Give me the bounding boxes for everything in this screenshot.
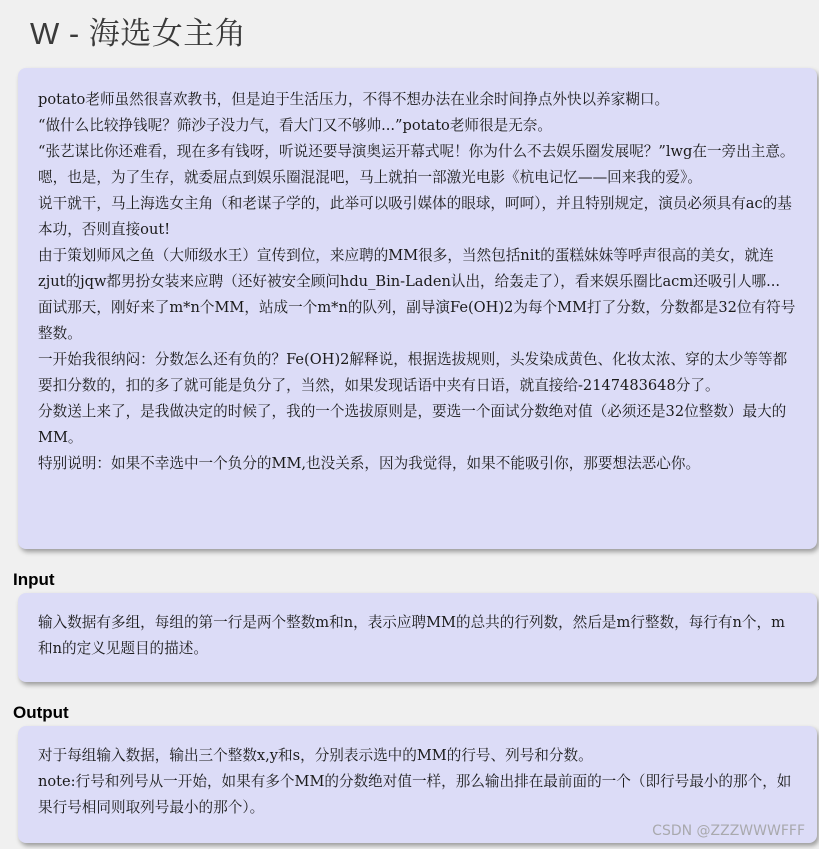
description-paragraph: 面试那天，刚好来了m*n个MM，站成一个m*n的队列，副导演Fe(OH)2为每个MM打了分数，分数都是32位有符号整数。 bbox=[38, 299, 796, 342]
input-text: 输入数据有多组，每组的第一行是两个整数m和n，表示应聘MM的总共的行列数，然后是m行整数，每行有n个，m和n的定义见题目的描述。 bbox=[38, 614, 785, 657]
description-paragraph: 由于策划师风之鱼（大师级水王）宣传到位，来应聘的MM很多，当然包括nit的蛋糕妹妹等呼声很高的美女，就连zjut的jqw都男扮女装来应聘（还好被安全顾问hdu_Bin-Laden认出，给轰走了），看来娱乐圈比acm还吸引人哪... bbox=[38, 247, 781, 290]
csdn-watermark: CSDN @ZZZWWWFFF bbox=[652, 823, 805, 839]
input-heading: Input bbox=[13, 570, 55, 589]
output-heading: Output bbox=[13, 703, 69, 722]
input-panel bbox=[18, 593, 817, 682]
problem-description-panel bbox=[18, 68, 817, 549]
description-paragraph: “做什么比较挣钱呢？筛沙子没力气，看大门又不够帅...”potato老师很是无奈。 bbox=[38, 117, 552, 134]
output-text: 对于每组输入数据，输出三个整数x,y和s，分别表示选中的MM的行号、列号和分数。 bbox=[38, 747, 593, 764]
description-paragraph: 一开始我很纳闷：分数怎么还有负的？Fe(OH)2解释说，根据选拔规则，头发染成黄色、化妆太浓、穿的太少等等都要扣分数的，扣的多了就可能是负分了，当然，如果发现话语中夹有日语，就直接给-2147483648分了。 bbox=[38, 351, 788, 394]
description-paragraph: “张艺谋比你还难看，现在多有钱呀，听说还要导演奥运开幕式呢！你为什么不去娱乐圈发展呢？”lwg在一旁出主意。 bbox=[38, 143, 795, 160]
description-paragraph: 嗯，也是，为了生存，就委屈点到娱乐圈混混吧，马上就拍一部激光电影《杭电记忆——回来我的爱》。 bbox=[38, 169, 703, 186]
output-note: note:行号和列号从一开始，如果有多个MM的分数绝对值一样，那么输出排在最前面的一个（即行号最小的那个，如果行号相同则取列号最小的那个）。 bbox=[38, 773, 792, 816]
description-paragraph: 说干就干，马上海选女主角（和老谋子学的，此举可以吸引媒体的眼球，呵呵），并且特别规定，演员必须具有ac的基本功，否则直接out! bbox=[38, 195, 792, 238]
description-paragraph: potato老师虽然很喜欢教书，但是迫于生活压力，不得不想办法在业余时间挣点外快以养家糊口。 bbox=[38, 91, 670, 108]
description-paragraph: 分数送上来了，是我做决定的时候了，我的一个选拔原则是，要选一个面试分数绝对值（必须还是32位整数）最大的MM。 bbox=[38, 403, 787, 446]
page-title: W - 海选女主角 bbox=[30, 16, 247, 51]
description-paragraph: 特别说明：如果不幸选中一个负分的MM,也没关系，因为我觉得，如果不能吸引你，那要想法恶心你。 bbox=[38, 455, 701, 472]
